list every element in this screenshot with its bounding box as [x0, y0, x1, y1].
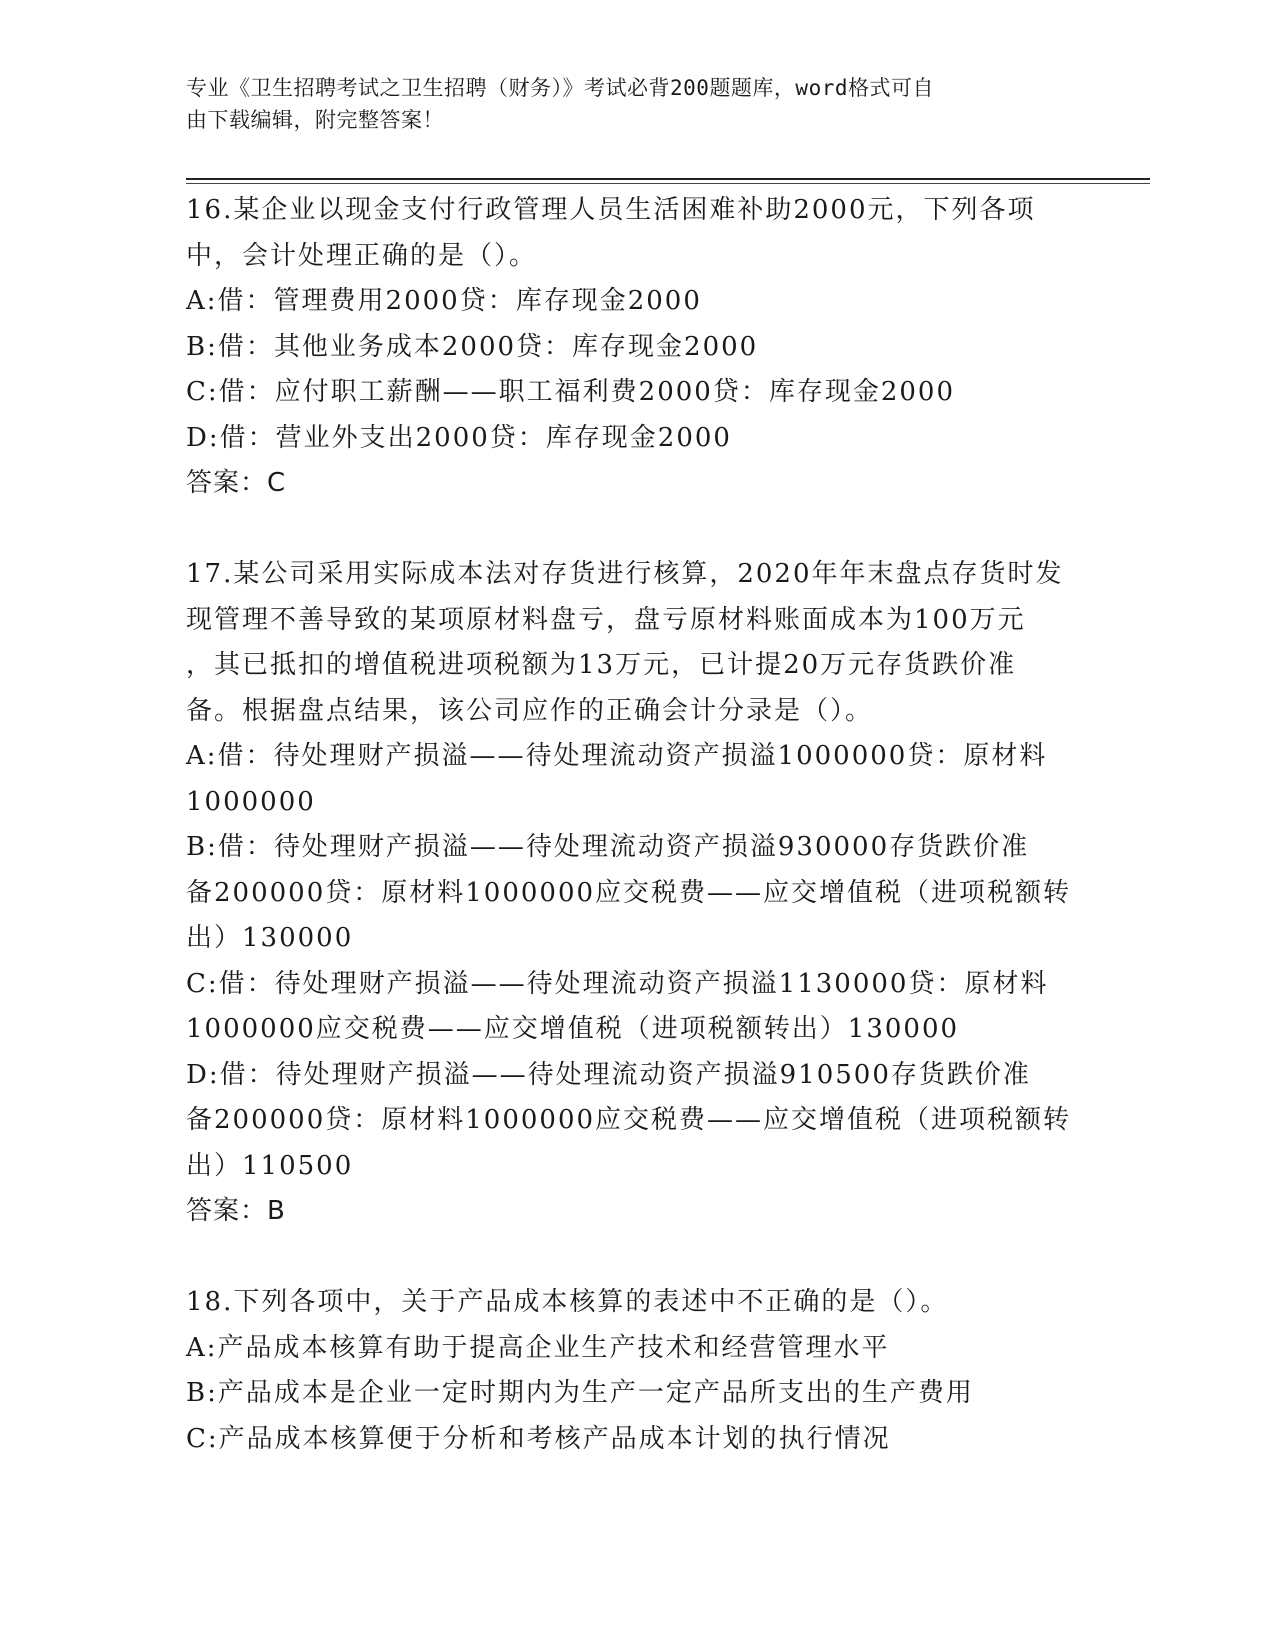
- question-17-option-b-line-1: B:借：待处理财产损溢——待处理流动资产损溢930000存货跌价准: [186, 832, 1030, 862]
- question-18-option-a: A:产品成本核算有助于提高企业生产技术和经营管理水平: [186, 1332, 890, 1363]
- question-18-stem-line-1: 18.下列各项中，关于产品成本核算的表述中不正确的是（）。: [186, 1287, 949, 1317]
- header-line-1: 专业《卫生招聘考试之卫生招聘（财务）》考试必背200题题库，word格式可自: [186, 76, 934, 100]
- question-list: [186, 188, 1086, 1462]
- question-spacer: [186, 507, 1086, 553]
- question-17-stem-line-3: ，其已抵扣的增值税进项税额为13万元，已计提20万元存货跌价准: [186, 650, 1017, 680]
- question-17-option-a-line-2: 1000000: [186, 786, 316, 817]
- question-17-answer: 答案：B: [186, 1196, 286, 1226]
- document-header: [186, 72, 1086, 136]
- question-17-option-c-line-1: C:借：待处理财产损溢——待处理流动资产损溢1130000贷：原材料: [186, 968, 1049, 999]
- question-17-option-d-line-1: D:借：待处理财产损溢——待处理流动资产损溢910500存货跌价准: [186, 1059, 1031, 1090]
- question-16: [186, 188, 1086, 507]
- question-17-option-d-line-3: 出）110500: [186, 1150, 354, 1181]
- header-divider-thick: [186, 178, 1150, 180]
- question-16-stem-line-2: 中，会计处理正确的是（）。: [186, 240, 538, 271]
- question-17: [186, 552, 1086, 1235]
- question-18-option-b: B:产品成本是企业一定时期内为生产一定产品所支出的生产费用: [186, 1378, 974, 1408]
- question-17-option-b-line-3: 出）130000: [186, 923, 354, 953]
- header-line-2: 由下载编辑，附完整答案！: [186, 108, 444, 132]
- question-17-option-c-line-2: 1000000应交税费——应交增值税（进项税额转出）130000: [186, 1014, 960, 1044]
- question-16-option-a: A:借：管理费用2000贷：库存现金2000: [186, 286, 702, 316]
- question-16-option-b: B:借：其他业务成本2000贷：库存现金2000: [186, 331, 759, 362]
- question-18-option-c: C:产品成本核算便于分析和考核产品成本计划的执行情况: [186, 1423, 891, 1454]
- question-17-option-a-line-1: A:借：待处理财产损溢——待处理流动资产损溢1000000贷：原材料: [186, 741, 1048, 771]
- question-17-option-d-line-2: 备200000贷：原材料1000000应交税费——应交增值税（进项税额转: [186, 1105, 1072, 1135]
- question-spacer: [186, 1235, 1086, 1281]
- question-17-stem-line-1: 17.某公司采用实际成本法对存货进行核算，2020年年末盘点存货时发: [186, 559, 1064, 589]
- question-16-answer: 答案：C: [186, 468, 287, 498]
- question-16-stem-line-1: 16.某企业以现金支付行政管理人员生活困难补助2000元，下列各项: [186, 195, 1036, 225]
- question-17-stem-line-2: 现管理不善导致的某项原材料盘亏，盘亏原材料账面成本为100万元: [186, 604, 1026, 635]
- question-16-option-c: C:借：应付职工薪酬——职工福利费2000贷：库存现金2000: [186, 377, 955, 407]
- question-18: [186, 1280, 1086, 1462]
- header-divider-thin: [186, 183, 1150, 184]
- question-16-option-d: D:借：营业外支出2000贷：库存现金2000: [186, 422, 732, 453]
- question-17-option-b-line-2: 备200000贷：原材料1000000应交税费——应交增值税（进项税额转: [186, 877, 1072, 908]
- question-17-stem-line-4: 备。根据盘点结果，该公司应作的正确会计分录是（）。: [186, 695, 874, 726]
